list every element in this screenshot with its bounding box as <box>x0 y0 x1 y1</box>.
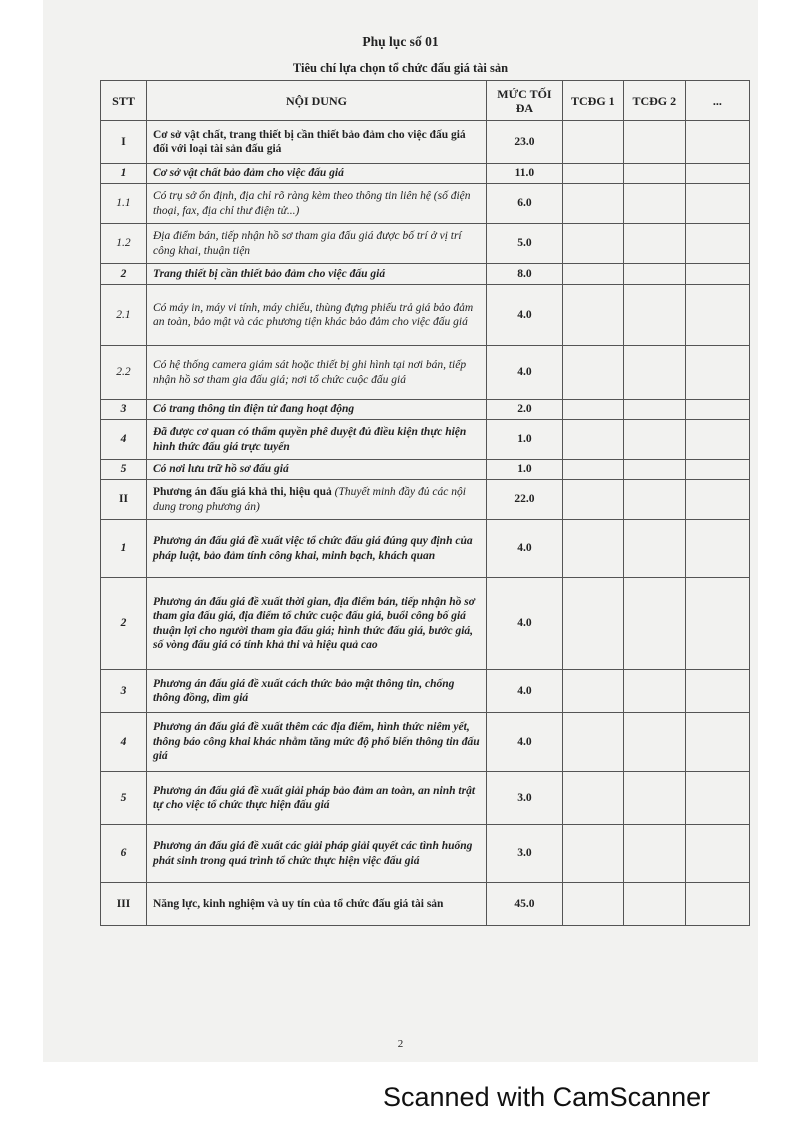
row-tcdg2-cell <box>623 480 685 520</box>
row-stt: 5 <box>101 460 147 480</box>
row-more-cell <box>685 460 749 480</box>
row-stt: 2 <box>101 264 147 285</box>
row-content: Cơ sở vật chất, trang thiết bị cần thiết bảo đảm cho việc đấu giá đối với loại tài sản đấu giá <box>146 121 486 164</box>
row-tcdg2-cell <box>623 825 685 883</box>
row-max-score: 4.0 <box>486 520 562 578</box>
table-row <box>101 420 750 460</box>
row-max-score: 1.0 <box>486 460 562 480</box>
row-tcdg1-cell <box>562 164 623 184</box>
table-row <box>101 184 750 224</box>
row-tcdg1-cell <box>562 520 623 578</box>
table-row <box>101 164 750 184</box>
row-more-cell <box>685 121 749 164</box>
row-content-main: Phương án đấu giá khả thi, hiệu quả <box>152 486 332 498</box>
row-max-score: 8.0 <box>486 264 562 285</box>
row-more-cell <box>685 772 749 825</box>
row-max-score: 4.0 <box>486 578 562 670</box>
table-row <box>101 883 750 926</box>
row-tcdg2-cell <box>623 520 685 578</box>
table-row <box>101 480 750 520</box>
row-tcdg2-cell <box>623 346 685 400</box>
row-tcdg1-cell <box>562 480 623 520</box>
row-max-score: 4.0 <box>486 285 562 346</box>
row-content: Phương án đấu giá đề xuất các giải pháp giải quyết các tình huống phát sinh trong quá trình tổ chức thực hiện việc đấu giá <box>146 825 486 883</box>
row-tcdg1-cell <box>562 713 623 772</box>
row-more-cell <box>685 346 749 400</box>
row-more-cell <box>685 400 749 420</box>
row-tcdg1-cell <box>562 285 623 346</box>
row-tcdg1-cell <box>562 420 623 460</box>
row-stt: 4 <box>101 420 147 460</box>
row-tcdg1-cell <box>562 121 623 164</box>
row-content: Phương án đấu giá đề xuất thời gian, địa điểm bán, tiếp nhận hồ sơ tham gia đấu giá, địa điểm tổ chức cuộc đấu giá, buổi công bố giá thuận lợi cho người tham gia đấu giá; hình thức đấu giá, bước giá, số vòng đấu giá có tính khả thi và hiệu quả cao <box>146 578 486 670</box>
row-more-cell <box>685 480 749 520</box>
row-max-score: 11.0 <box>486 164 562 184</box>
row-stt: 2.2 <box>101 346 147 400</box>
header-tcdg2: TCĐG 2 <box>623 81 685 121</box>
row-tcdg2-cell <box>623 713 685 772</box>
row-tcdg1-cell <box>562 578 623 670</box>
table-row <box>101 346 750 400</box>
row-stt: 3 <box>101 400 147 420</box>
scanned-page <box>43 0 758 1062</box>
table-row <box>101 825 750 883</box>
row-tcdg2-cell <box>623 264 685 285</box>
row-tcdg1-cell <box>562 772 623 825</box>
appendix-title: Phụ lục số 01 <box>362 34 439 49</box>
row-tcdg2-cell <box>623 670 685 713</box>
row-stt: 1.2 <box>101 224 147 264</box>
row-tcdg1-cell <box>562 670 623 713</box>
row-content <box>146 480 486 520</box>
row-more-cell <box>685 184 749 224</box>
row-tcdg2-cell <box>623 460 685 480</box>
row-stt: 6 <box>101 825 147 883</box>
row-tcdg1-cell <box>562 346 623 400</box>
row-more-cell <box>685 520 749 578</box>
header-more: ... <box>685 81 749 121</box>
row-tcdg1-cell <box>562 883 623 926</box>
row-max-score: 3.0 <box>486 772 562 825</box>
row-tcdg2-cell <box>623 883 685 926</box>
row-content: Phương án đấu giá đề xuất giải pháp bảo đảm an toàn, an ninh trật tự cho việc tổ chức thực hiện đấu giá <box>146 772 486 825</box>
row-tcdg1-cell <box>562 460 623 480</box>
row-more-cell <box>685 164 749 184</box>
row-max-score: 4.0 <box>486 670 562 713</box>
camscanner-watermark: Scanned with CamScanner <box>383 1082 711 1112</box>
row-content: Phương án đấu giá đề xuất việc tổ chức đấu giá đúng quy định của pháp luật, bảo đảm tính công khai, minh bạch, khách quan <box>146 520 486 578</box>
row-stt: 5 <box>101 772 147 825</box>
table-title: Tiêu chí lựa chọn tổ chức đấu giá tài sản <box>292 61 509 75</box>
row-more-cell <box>685 264 749 285</box>
table-row <box>101 713 750 772</box>
row-tcdg2-cell <box>623 400 685 420</box>
row-more-cell <box>685 670 749 713</box>
row-max-score: 4.0 <box>486 346 562 400</box>
row-stt: III <box>101 883 147 926</box>
row-stt: II <box>101 480 147 520</box>
row-content: Địa điểm bán, tiếp nhận hồ sơ tham gia đấu giá được bố trí ở vị trí công khai, thuận tiện <box>146 224 486 264</box>
row-content-note: (Thuyết minh đầy đủ các nội dung trong phương án) <box>152 486 466 513</box>
row-content: Có trụ sở ổn định, địa chỉ rõ ràng kèm theo thông tin liên hệ (số điện thoại, fax, địa chỉ thư điện tử...) <box>146 184 486 224</box>
table-row <box>101 578 750 670</box>
row-more-cell <box>685 883 749 926</box>
header-max: MỨC TỐI ĐA <box>486 81 562 121</box>
row-content: Có nơi lưu trữ hồ sơ đấu giá <box>146 460 486 480</box>
row-max-score: 22.0 <box>486 480 562 520</box>
row-tcdg2-cell <box>623 224 685 264</box>
row-stt: 1 <box>101 164 147 184</box>
row-tcdg2-cell <box>623 578 685 670</box>
row-tcdg2-cell <box>623 420 685 460</box>
table-row <box>101 285 750 346</box>
row-max-score: 2.0 <box>486 400 562 420</box>
row-content: Trang thiết bị cần thiết bảo đảm cho việc đấu giá <box>146 264 486 285</box>
table-row <box>101 460 750 480</box>
row-more-cell <box>685 420 749 460</box>
table-row <box>101 520 750 578</box>
table-row <box>101 264 750 285</box>
criteria-table <box>100 80 750 926</box>
row-tcdg1-cell <box>562 825 623 883</box>
row-tcdg1-cell <box>562 400 623 420</box>
row-content: Cơ sở vật chất bảo đảm cho việc đấu giá <box>146 164 486 184</box>
row-stt: 1 <box>101 520 147 578</box>
header-content: NỘI DUNG <box>146 81 486 121</box>
row-stt: 2.1 <box>101 285 147 346</box>
row-max-score: 45.0 <box>486 883 562 926</box>
row-tcdg2-cell <box>623 184 685 224</box>
row-more-cell <box>685 578 749 670</box>
row-tcdg1-cell <box>562 184 623 224</box>
row-tcdg2-cell <box>623 164 685 184</box>
row-more-cell <box>685 825 749 883</box>
row-content: Phương án đấu giá đề xuất thêm các địa điểm, hình thức niêm yết, thông báo công khai khác nhằm tăng mức độ phổ biến thông tin đấu giá <box>146 713 486 772</box>
row-more-cell <box>685 285 749 346</box>
table-row <box>101 400 750 420</box>
row-max-score: 6.0 <box>486 184 562 224</box>
row-content: Có máy in, máy vi tính, máy chiếu, thùng đựng phiếu trả giá bảo đảm an toàn, bảo mật và các phương tiện khác bảo đảm cho việc đấu giá <box>146 285 486 346</box>
row-max-score: 4.0 <box>486 713 562 772</box>
row-tcdg2-cell <box>623 772 685 825</box>
row-content: Có trang thông tin điện tử đang hoạt động <box>146 400 486 420</box>
row-tcdg1-cell <box>562 264 623 285</box>
row-stt: 2 <box>101 578 147 670</box>
table-row <box>101 670 750 713</box>
row-stt: 1.1 <box>101 184 147 224</box>
row-content: Năng lực, kinh nghiệm và uy tín của tổ chức đấu giá tài sản <box>146 883 486 926</box>
row-tcdg2-cell <box>623 285 685 346</box>
row-stt: 3 <box>101 670 147 713</box>
row-max-score: 1.0 <box>486 420 562 460</box>
row-content: Có hệ thống camera giám sát hoặc thiết bị ghi hình tại nơi bán, tiếp nhận hồ sơ tham gia đấu giá; nơi tổ chức cuộc đấu giá <box>146 346 486 400</box>
row-max-score: 5.0 <box>486 224 562 264</box>
row-content: Đã được cơ quan có thẩm quyền phê duyệt đủ điều kiện thực hiện hình thức đấu giá trực tuyến <box>146 420 486 460</box>
table-row <box>101 224 750 264</box>
header-stt: STT <box>101 81 147 121</box>
row-stt: 4 <box>101 713 147 772</box>
row-stt: I <box>101 121 147 164</box>
row-max-score: 23.0 <box>486 121 562 164</box>
row-content: Phương án đấu giá đề xuất cách thức bảo mật thông tin, chống thông đồng, dìm giá <box>146 670 486 713</box>
row-more-cell <box>685 224 749 264</box>
row-tcdg2-cell <box>623 121 685 164</box>
header-tcdg1: TCĐG 1 <box>562 81 623 121</box>
page-number: 2 <box>397 1038 404 1050</box>
table-row <box>101 772 750 825</box>
row-tcdg1-cell <box>562 224 623 264</box>
row-max-score: 3.0 <box>486 825 562 883</box>
table-row <box>101 121 750 164</box>
row-more-cell <box>685 713 749 772</box>
